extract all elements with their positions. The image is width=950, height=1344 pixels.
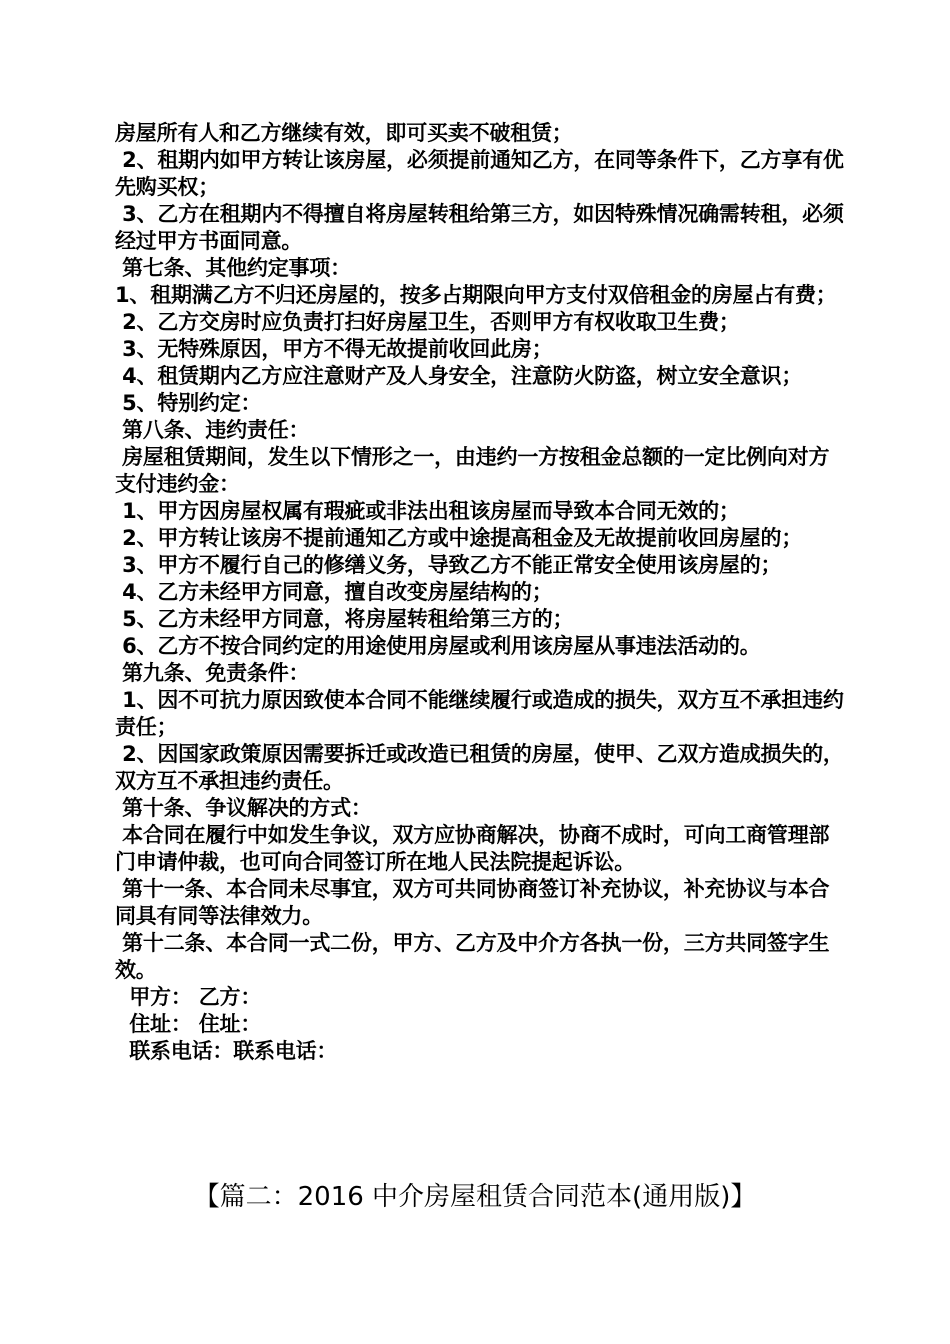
paragraph: 3、甲方不履行自己的修缮义务，导致乙方不能正常安全使用该房屋的； [115, 553, 782, 577]
article-heading: 第八条、违约责任： [115, 418, 310, 442]
paragraph: 4、乙方未经甲方同意，擅自改变房屋结构的； [115, 580, 553, 604]
paragraph: 4、租赁期内乙方应注意财产及人身安全，注意防火防盗，树立安全意识； [115, 364, 803, 388]
paragraph: 房屋租赁期间，发生以下情形之一，由违约一方按租金总额的一定比例向对方支付违约金： [115, 445, 830, 496]
paragraph: 2、乙方交房时应负责打扫好房屋卫生，否则甲方有权收取卫生费； [115, 310, 740, 334]
signature-line-phone: 联系电话：联系电话： [115, 1039, 338, 1063]
paragraph: 本合同在履行中如发生争议，双方应协商解决，协商不成时，可向工商管理部门申请仲裁，也可向合同签订所在地人民法院提起诉讼。 [115, 823, 830, 874]
signature-line-party: 甲方： 乙方： [115, 985, 262, 1009]
paragraph: 第十一条、本合同未尽事宜，双方可共同协商签订补充协议，补充协议与本合同具有同等法律效力。 [115, 877, 830, 928]
paragraph: 2、甲方转让该房不提前通知乙方或中途提高租金及无故提前收回房屋的； [115, 526, 803, 550]
section-title: 【篇二：2016 中介房屋租赁合同范本(通用版)】 [193, 1182, 757, 1212]
paragraph: 1、租期满乙方不归还房屋的，按多占期限向甲方支付双倍租金的房屋占有费； [115, 283, 837, 307]
paragraph: 第十二条、本合同一式二份，甲方、乙方及中介方各执一份，三方共同签字生效。 [115, 931, 830, 982]
article-heading: 第十条、争议解决的方式： [115, 796, 372, 820]
paragraph: 5、特别约定： [115, 391, 262, 415]
paragraph: 2、租期内如甲方转让该房屋，必须提前通知乙方，在同等条件下，乙方享有优先购买权； [115, 148, 844, 199]
paragraph: 房屋所有人和乙方继续有效，即可买卖不破租赁； [115, 121, 573, 145]
paragraph: 2、因国家政策原因需要拆迁或改造已租赁的房屋，使甲、乙双方造成损失的，双方互不承担违约责任。 [115, 742, 844, 793]
paragraph: 3、乙方在租期内不得擅自将房屋转租给第三方，如因特殊情况确需转租，必须经过甲方书面同意。 [115, 202, 844, 253]
paragraph: 5、乙方未经甲方同意，将房屋转租给第三方的； [115, 607, 574, 631]
paragraph: 1、甲方因房屋权属有瑕疵或非法出租该房屋而导致本合同无效的； [115, 499, 740, 523]
document-body [115, 120, 845, 1065]
paragraph: 6、乙方不按合同约定的用途使用房屋或利用该房屋从事违法活动的。 [115, 634, 761, 658]
paragraph: 1、因不可抗力原因致使本合同不能继续履行或造成的损失，双方互不承担违约责任； [115, 688, 844, 739]
article-heading: 第七条、其他约定事项： [115, 256, 351, 280]
signature-line-address: 住址： 住址： [115, 1012, 262, 1036]
article-heading: 第九条、免责条件： [115, 661, 310, 685]
paragraph: 3、无特殊原因，甲方不得无故提前收回此房； [115, 337, 553, 361]
